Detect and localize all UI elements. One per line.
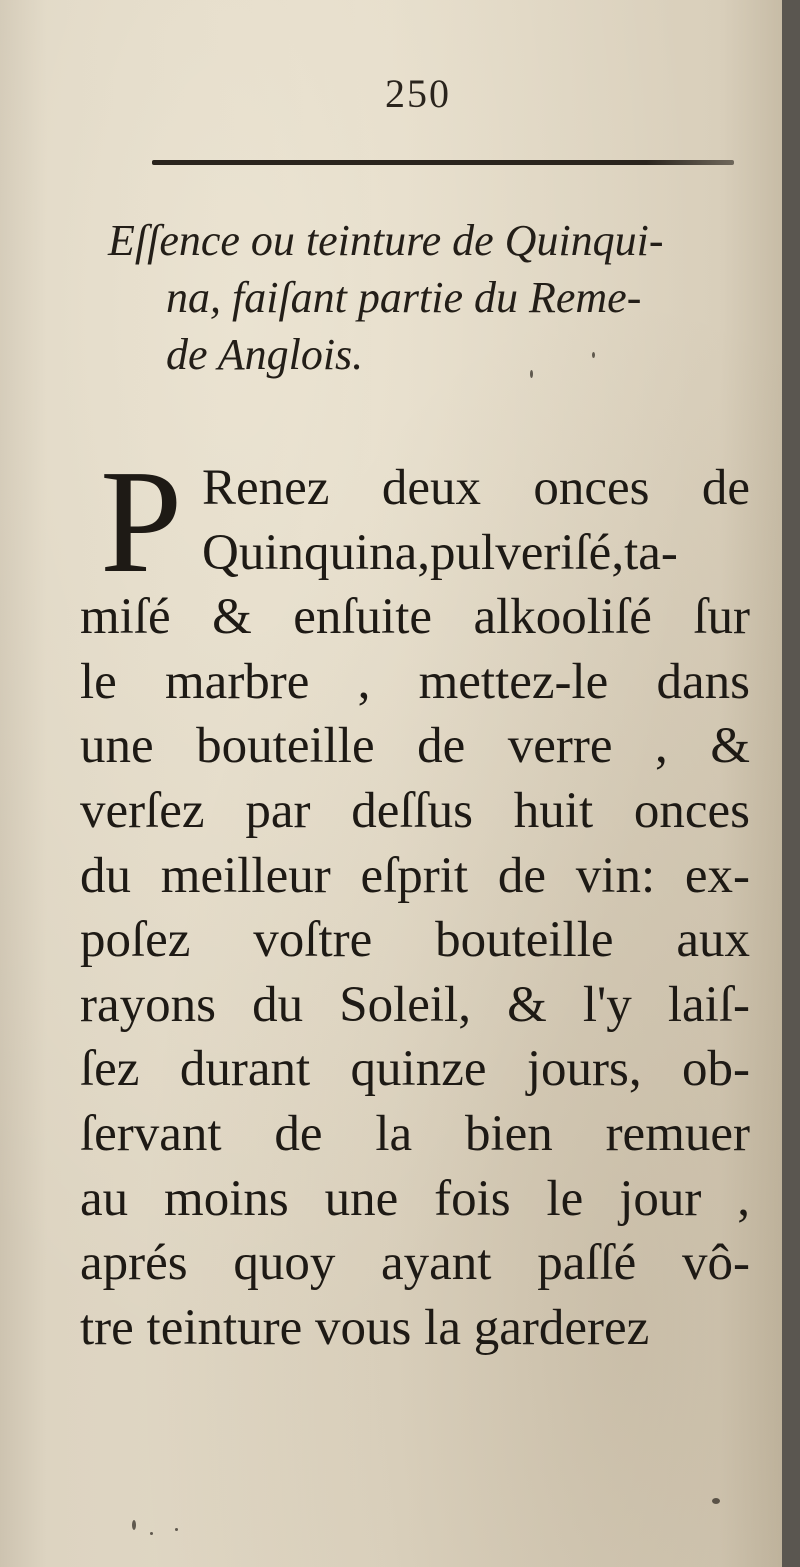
- text-line: aprés quoy ayant paſſé vô-: [80, 1235, 750, 1292]
- ink-speck: [150, 1532, 153, 1535]
- text-line: miſé & enſuite alkooliſé ſur: [80, 589, 750, 646]
- text-line: ſez durant quinze jours, ob-: [80, 1041, 750, 1098]
- body-paragraph: [80, 456, 750, 1360]
- text-line: une bouteille de verre , &: [80, 718, 750, 775]
- heading-line: Eſſence ou teinture de Quinqui-: [108, 216, 664, 265]
- text-line: Quinquina,pulveriſé,ta-: [202, 524, 678, 581]
- text-line: ſervant de la bien remuer: [80, 1105, 750, 1162]
- section-heading: [108, 212, 768, 383]
- text-line: verſez par deſſus huit onces: [80, 782, 750, 839]
- ink-speck: [530, 370, 533, 378]
- drop-cap: P: [100, 440, 183, 604]
- ink-speck: [132, 1520, 136, 1530]
- ink-speck: [712, 1498, 720, 1504]
- heading-line: na, faiſant partie du Reme-: [166, 273, 642, 322]
- ink-speck: [175, 1528, 178, 1531]
- header-rule: [152, 160, 734, 165]
- text-line: du meilleur eſprit de vin: ex-: [80, 847, 750, 904]
- text-line: poſez voſtre bouteille aux: [80, 912, 750, 969]
- text-line: au moins une fois le jour ,: [80, 1170, 750, 1227]
- ink-speck: [592, 352, 595, 358]
- page-number: 250: [385, 71, 451, 116]
- text-line: tre teinture vous la garderez: [80, 1299, 650, 1356]
- text-line: le marbre , mettez-le dans: [80, 653, 750, 710]
- text-line: rayons du Soleil, & l'y laiſ-: [80, 976, 750, 1033]
- text-line: Renez deux onces de: [202, 460, 750, 516]
- heading-line: de Anglois.: [166, 330, 364, 379]
